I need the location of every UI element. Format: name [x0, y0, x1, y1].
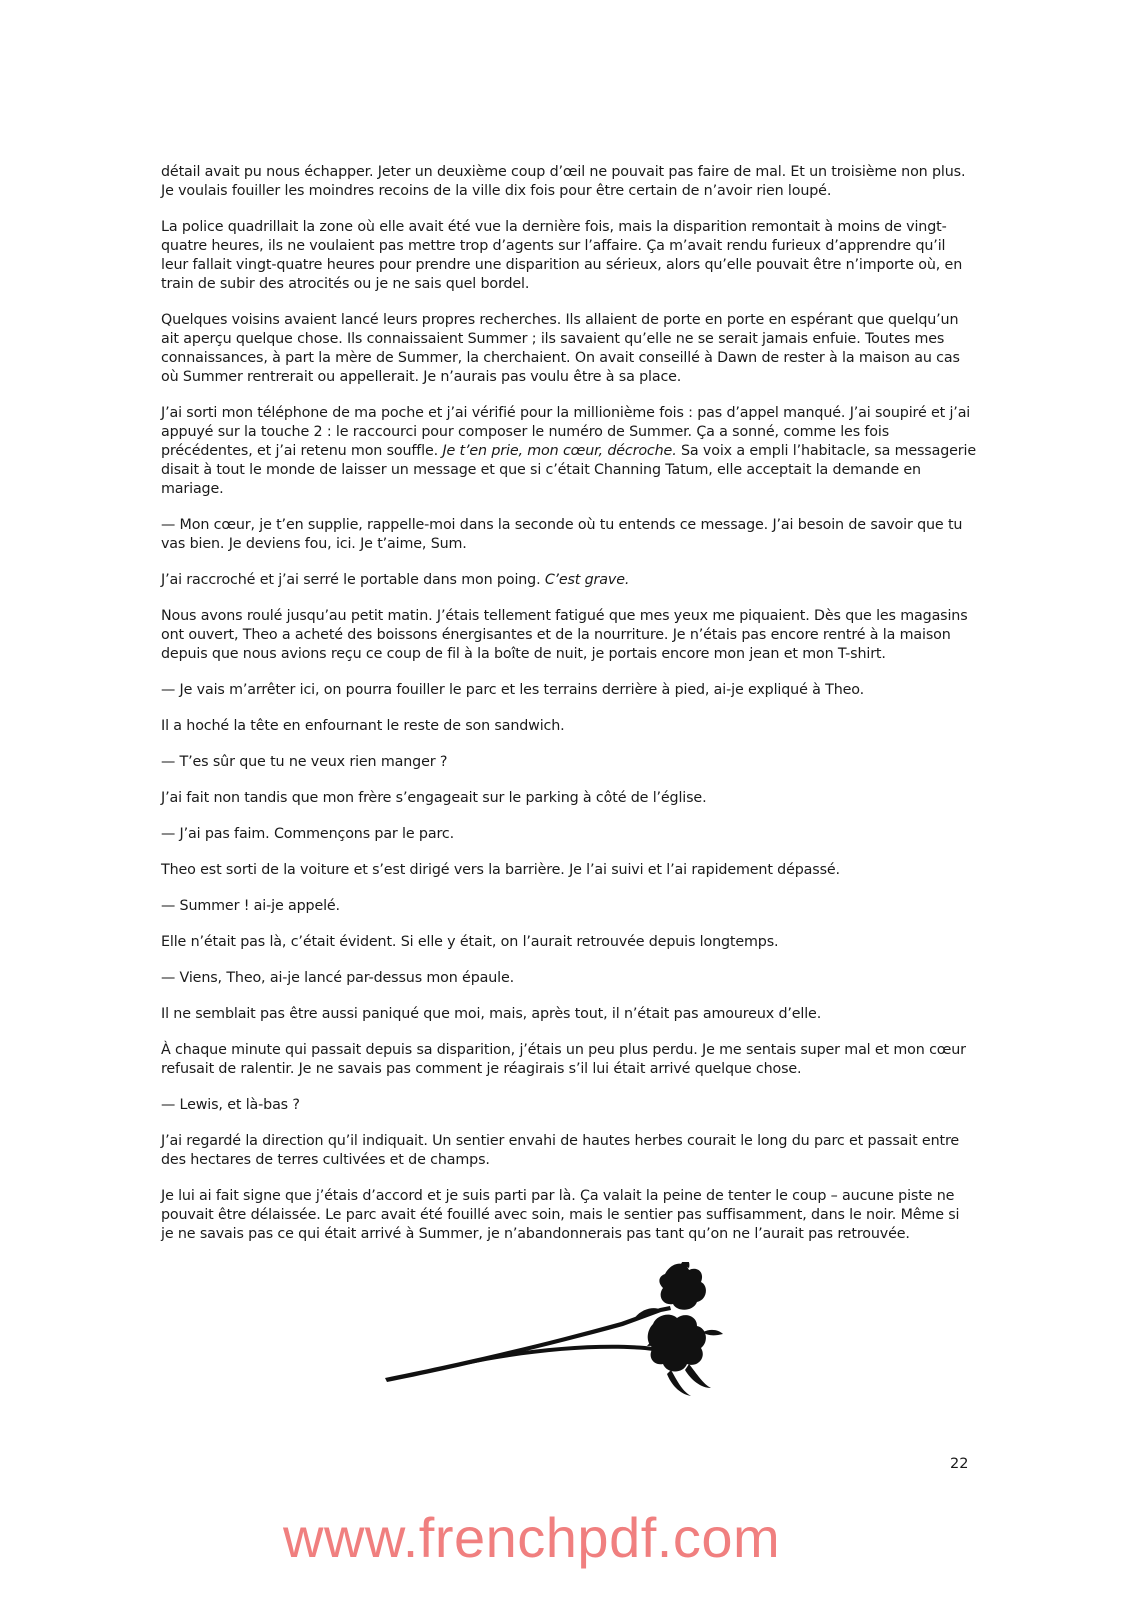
text-run: — T’es sûr que tu ne veux rien manger ?	[161, 754, 448, 770]
italic-run: C’est grave.	[544, 572, 630, 588]
text-run: J’ai fait non tandis que mon frère s’engageait sur le parking à côté de l’église.	[161, 790, 707, 806]
text-run: — Viens, Theo, ai-je lancé par-dessus mon épaule.	[161, 970, 515, 986]
body-text	[161, 163, 976, 1261]
rose-ornament-icon	[385, 1262, 745, 1402]
paragraph	[161, 218, 976, 294]
text-run: Nous avons roulé jusqu’au petit matin. J’étais tellement fatigué que mes yeux me piquaient. Dès que les magasins ont ouvert, Theo a acheté des boissons énergisantes et de la nourriture. Je n’étais pas encore rentré à la maison depuis que nous avions reçu ce coup de fil à la boîte de nuit, je portais encore mon jean et mon T-shirt.	[161, 608, 968, 662]
text-run: — Mon cœur, je t’en supplie, rappelle-moi dans la seconde où tu entends ce message. J’ai besoin de savoir que tu vas bien. Je deviens fou, ici. Je t’aime, Sum.	[161, 517, 963, 552]
paragraph	[161, 753, 976, 772]
text-run: J’ai sorti mon téléphone de ma poche et j’ai vérifié pour la millionième fois : pas d’appel manqué. J’ai soupiré et j’ai appuyé sur la touche 2 : le raccourci pour composer le numéro de Summer. Ça a sonné, comme les fois précédentes, et j’ai retenu mon souffle.	[161, 405, 971, 459]
text-run: À chaque minute qui passait depuis sa disparition, j’étais un peu plus perdu. Je me sentais super mal et mon cœur refusait de ralentir. Je ne savais pas comment je réagirais s’il lui était arrivé quelque chose.	[161, 1042, 966, 1077]
paragraph	[161, 311, 976, 387]
paragraph	[161, 1041, 976, 1079]
paragraph	[161, 825, 976, 844]
text-run: détail avait pu nous échapper. Jeter un deuxième coup d’œil ne pouvait pas faire de mal. Et un troisième non plus. Je voulais fouiller les moindres recoins de la ville dix fois pour être certain de n’avoir rien loupé.	[161, 164, 966, 199]
page-number: 22	[950, 1456, 969, 1472]
paragraph	[161, 607, 976, 664]
paragraph	[161, 969, 976, 988]
paragraph	[161, 1132, 976, 1170]
paragraph	[161, 933, 976, 952]
paragraph	[161, 1005, 976, 1024]
text-run: Elle n’était pas là, c’était évident. Si elle y était, on l’aurait retrouvée depuis longtemps.	[161, 934, 779, 950]
paragraph	[161, 1187, 976, 1244]
text-run: J’ai raccroché et j’ai serré le portable dans mon poing.	[161, 572, 545, 588]
text-run: La police quadrillait la zone où elle avait été vue la dernière fois, mais la disparition remontait à moins de vingt-quatre heures, ils ne voulaient pas mettre trop d’agents sur l’affaire. Ça m’avait rendu furieux d’apprendre qu’il leur fallait vingt-quatre heures pour prendre une disparition au sérieux, alors qu’elle pouvait être n’importe où, en train de subir des atrocités ou je ne sais quel bordel.	[161, 219, 963, 292]
watermark[interactable]: www.frenchpdf.com	[283, 1506, 781, 1569]
paragraph	[161, 163, 976, 201]
italic-run: Je t’en prie, mon cœur, décroche.	[442, 443, 677, 459]
paragraph	[161, 571, 976, 590]
text-run: Theo est sorti de la voiture et s’est dirigé vers la barrière. Je l’ai suivi et l’ai rapidement dépassé.	[161, 862, 840, 878]
text-run: — Lewis, et là-bas ?	[161, 1097, 300, 1113]
paragraph	[161, 897, 976, 916]
text-run: J’ai regardé la direction qu’il indiquait. Un sentier envahi de hautes herbes courait le long du parc et passait entre des hectares de terres cultivées et de champs.	[161, 1133, 960, 1168]
text-run: — J’ai pas faim. Commençons par le parc.	[161, 826, 454, 842]
paragraph	[161, 1096, 976, 1115]
text-run: Sa voix a empli l’habitacle, sa messagerie disait à tout le monde de laisser un message et que si c’était Channing Tatum, elle acceptait la demande en mariage.	[161, 443, 976, 497]
paragraph	[161, 681, 976, 700]
text-run: Je lui ai fait signe que j’étais d’accord et je suis parti par là. Ça valait la peine de tenter le coup – aucune piste ne pouvait être délaissée. Le parc avait été fouillé avec soin, mais le sentier pas suffisamment, dans le noir. Même si je ne savais pas ce qui était arrivé à Summer, je n’abandonnerais pas tant qu’on ne l’aurait pas retrouvée.	[161, 1188, 960, 1242]
text-run: — Summer ! ai-je appelé.	[161, 898, 340, 914]
paragraph	[161, 404, 976, 499]
text-run: — Je vais m’arrêter ici, on pourra fouiller le parc et les terrains derrière à pied, ai-je expliqué à Theo.	[161, 682, 865, 698]
text-run: Il a hoché la tête en enfournant le reste de son sandwich.	[161, 718, 565, 734]
paragraph	[161, 861, 976, 880]
text-run: Quelques voisins avaient lancé leurs propres recherches. Ils allaient de porte en porte en espérant que quelqu’un ait aperçu quelque chose. Ils connaissaient Summer ; ils savaient qu’elle ne se serait jamais enfuie. Toutes mes connaissances, à part la mère de Summer, la cherchaient. On avait conseillé à Dawn de rester à la maison au cas où Summer rentrerait ou appellerait. Je n’aurais pas voulu être à sa place.	[161, 312, 960, 385]
paragraph	[161, 516, 976, 554]
paragraph	[161, 789, 976, 808]
text-run: Il ne semblait pas être aussi paniqué que moi, mais, après tout, il n’était pas amoureux d’elle.	[161, 1006, 822, 1022]
paragraph	[161, 717, 976, 736]
